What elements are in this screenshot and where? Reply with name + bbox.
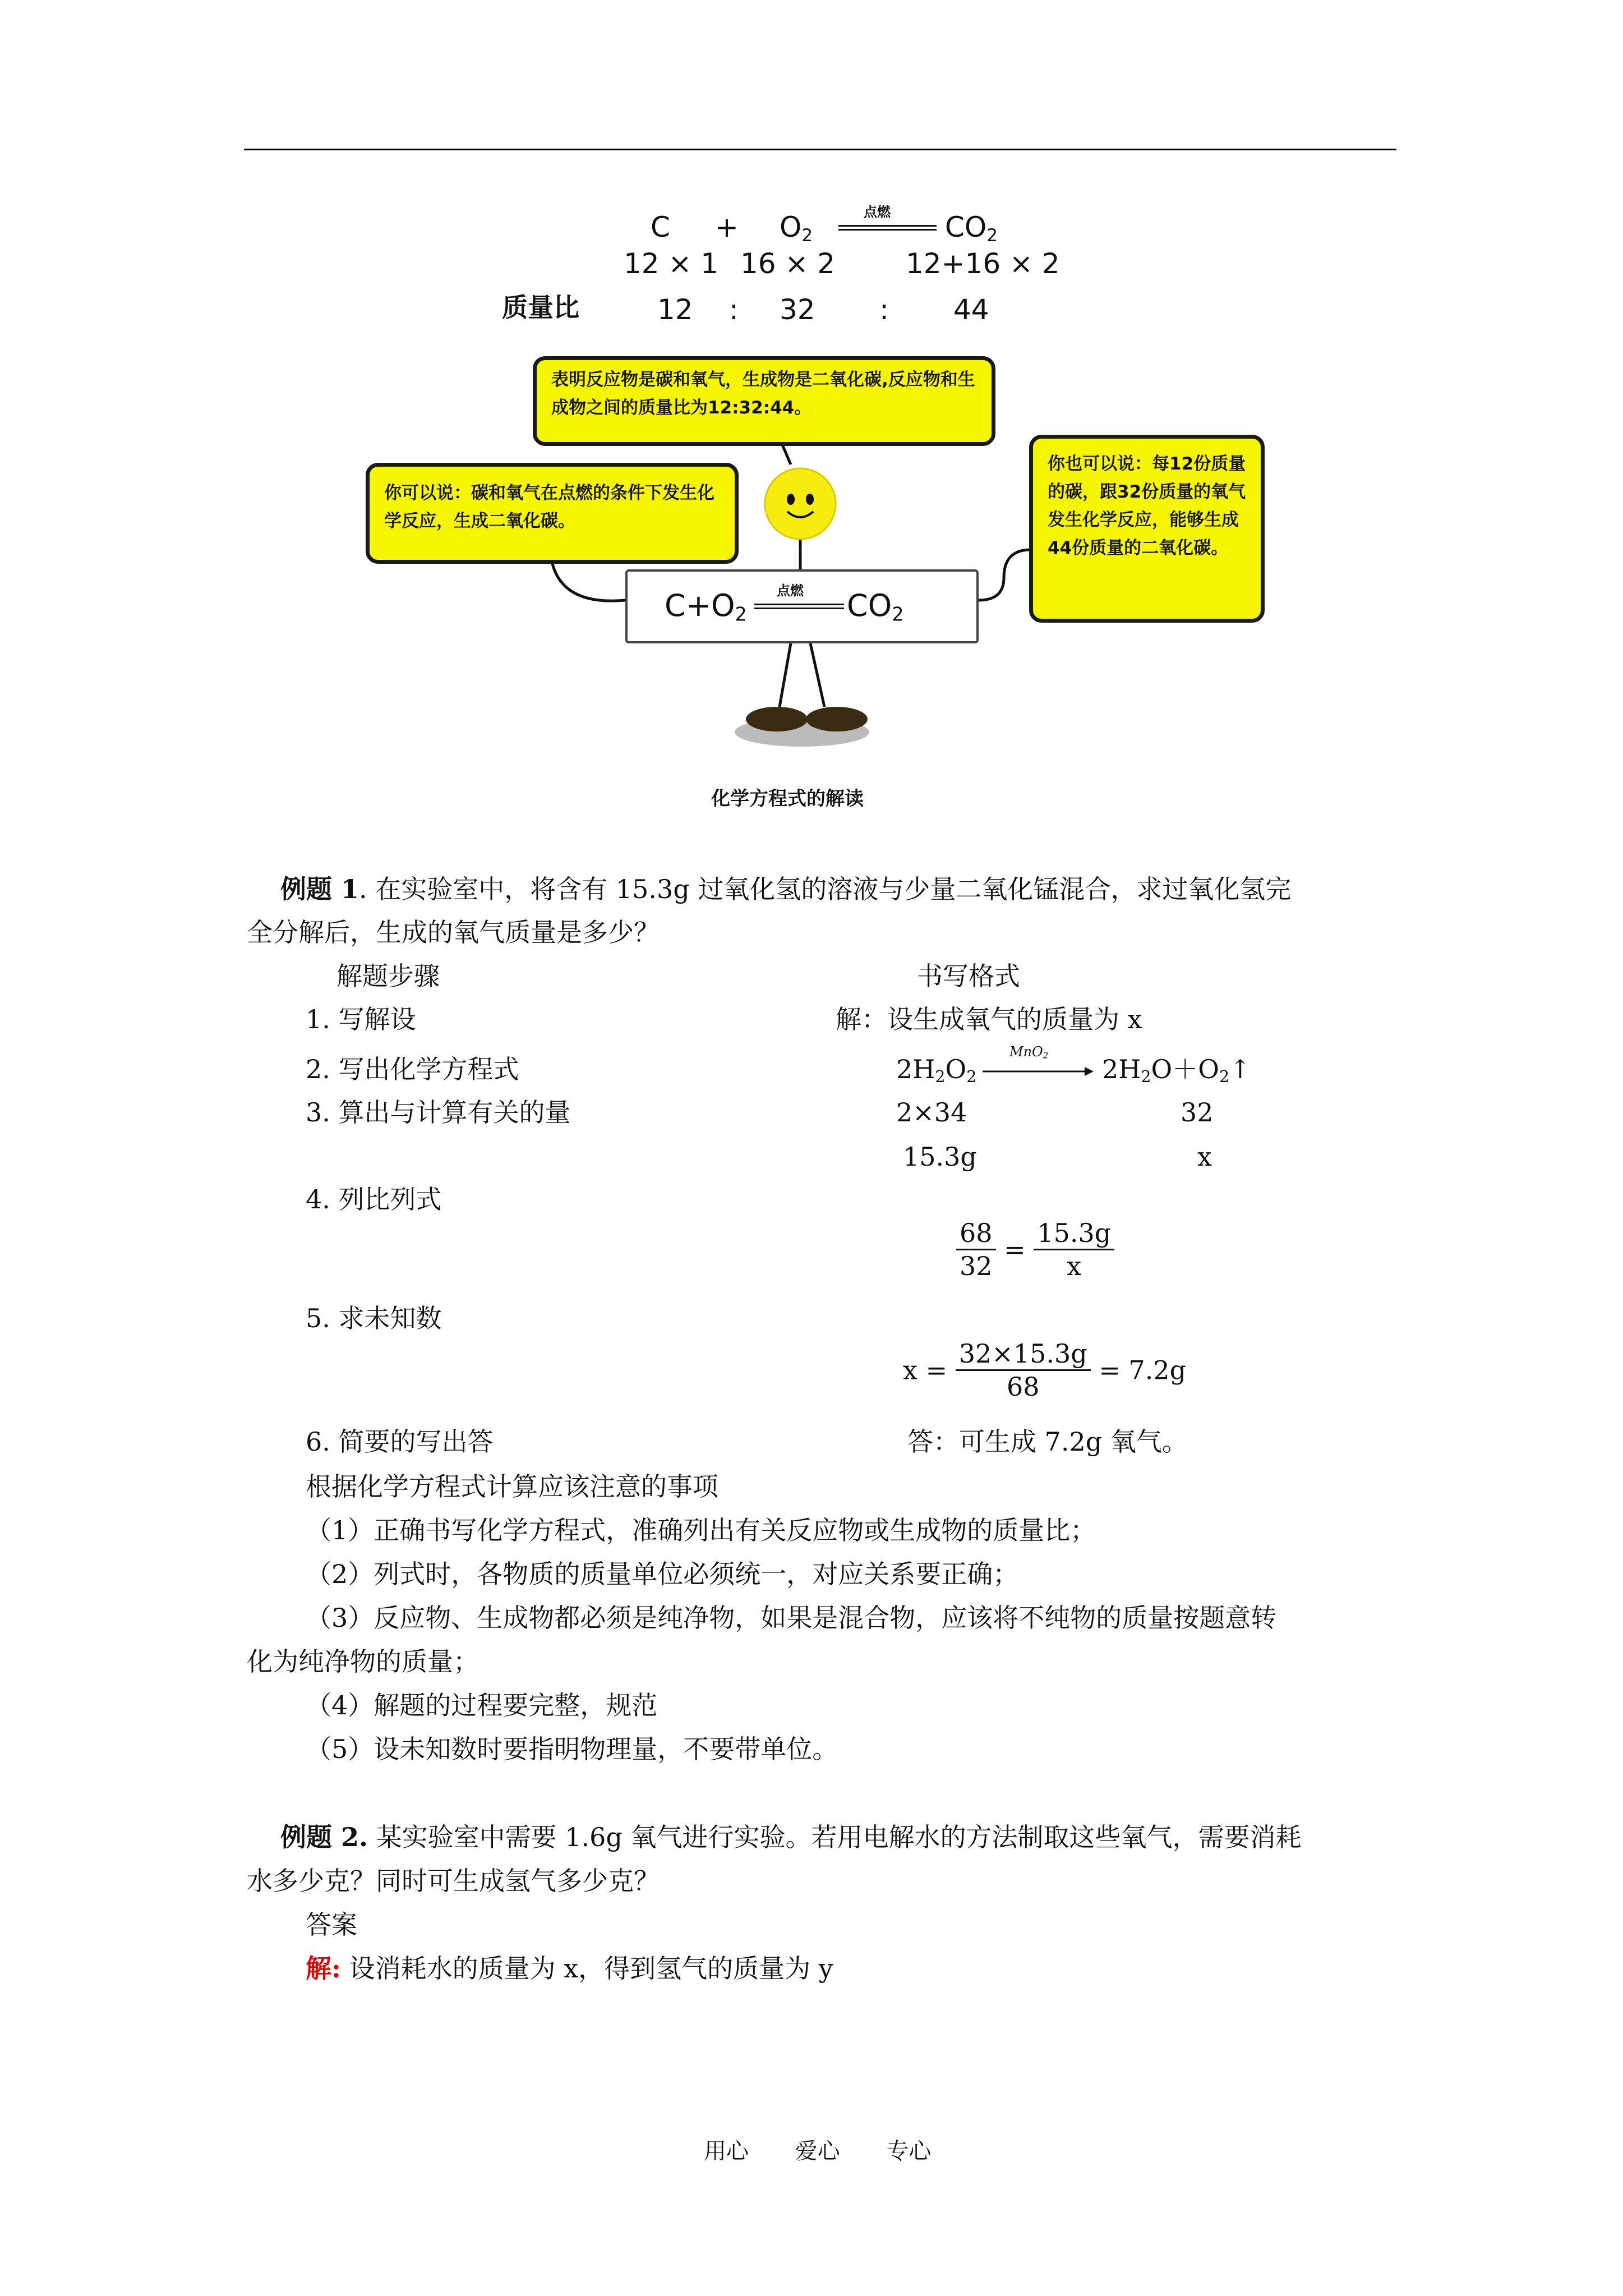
example2-text1: 某实验室中需要 1.6g 氧气进行实验。若用电解水的方法制取这些氧气，需要消耗 [368, 1822, 1302, 1852]
given-right: x [1197, 1142, 1212, 1172]
ratio-sep-1: : [729, 293, 739, 326]
step2: 2. 写出化学方程式 [306, 1054, 519, 1084]
footer-2: 爱心 [795, 2138, 840, 2164]
eq-plus: + [715, 211, 739, 243]
note-5: （5）设未知数时要指明物理量，不要带单位。 [306, 1734, 838, 1764]
bubble-top: 表明反应物是碳和氧气，生成物是二氧化碳,反应物和生成物之间的质量比为12:32:44。 [533, 356, 995, 446]
ratio-2: 32 [780, 293, 815, 326]
notes-heading: 根据化学方程式计算应该注意的事项 [306, 1471, 718, 1502]
example2-label: 例题 2. [280, 1822, 368, 1852]
note-1: （1）正确书写化学方程式，准确列出有关反应物或生成物的质量比； [306, 1515, 1096, 1545]
figure-caption: 化学方程式的解读 [711, 788, 864, 810]
mass-1: 12 × 1 [624, 247, 719, 280]
note-3a: （3）反应物、生成物都必须是纯净物，如果是混合物，应该将不纯物的质量按题意转 [306, 1603, 1277, 1633]
mascot-face [765, 468, 836, 539]
ratio-label: 质量比 [502, 292, 579, 323]
eq2-catalyst: MnO$_2$ [1009, 1044, 1049, 1061]
eq-reactant2: $O_2$ [780, 211, 813, 246]
step1: 1. 写解设 [306, 1004, 416, 1034]
mass-3: 12+16 × 2 [906, 247, 1060, 280]
eq2-right: $2H_2O+O_2↑$ [1102, 1054, 1251, 1087]
solution-text: 设消耗水的质量为 x，得到氢气的质量为 y [340, 1953, 833, 1984]
footer [704, 2137, 931, 2165]
right-shoe [806, 707, 868, 731]
example1-label: 例题 1 [280, 874, 359, 904]
note-3b: 化为纯净物的质量； [247, 1646, 479, 1677]
mass-right: 32 [1181, 1097, 1214, 1128]
example2-answer-label: 答案 [306, 1910, 357, 1940]
eq-reactant1: C [651, 211, 670, 243]
box-left: $C+O_2$ [665, 588, 747, 625]
box-condition: 点燃 [777, 583, 804, 599]
mass-left: 2×34 [896, 1097, 967, 1128]
step4: 4. 列比列式 [306, 1184, 442, 1214]
step3: 3. 算出与计算有关的量 [306, 1097, 571, 1128]
ratio-sep-2: : [879, 293, 889, 326]
eq2-arrow [983, 1065, 1095, 1078]
note-2: （2）列式时，各物质的质量单位必须统一，对应关系要正确； [306, 1559, 1019, 1589]
bubble-right: 你也可以说：每12份质量的碳，跟32份质量的氧气发生化学反应，能够生成44份质量的二氧化碳。 [1029, 435, 1265, 623]
footer-1: 用心 [704, 2138, 749, 2164]
mass-2: 16 × 2 [740, 247, 836, 280]
col-left-header: 解题步骤 [336, 961, 440, 991]
ratio-3: 44 [953, 293, 989, 326]
example1-line1 [280, 872, 1291, 906]
footer-3: 专心 [886, 2138, 932, 2164]
eq-condition: 点燃 [864, 204, 891, 220]
proportion: $\frac{68}{32}$ = $\frac{15.3g}{x}$ [956, 1217, 1114, 1282]
eq2-left: $2H_2O_2$ [896, 1054, 977, 1087]
figure [0, 0, 1623, 830]
ratio-1: 12 [657, 293, 693, 326]
box-right: $CO_2$ [847, 588, 904, 625]
solve-fraction: $\frac{32\times 15.3g}{68}$ [956, 1338, 1091, 1402]
solution-label: 解: [306, 1953, 341, 1984]
eq-product: $CO_2$ [945, 211, 998, 246]
fraction-right: $\frac{15.3g}{x}$ [1034, 1217, 1114, 1282]
col-right-header: 书写格式 [917, 961, 1020, 991]
given-left: 15.3g [903, 1142, 977, 1172]
example2-solution [306, 1952, 833, 1985]
step5: 5. 求未知数 [306, 1303, 442, 1333]
bubble-left: 你可以说：碳和氧气在点燃的条件下发生化学反应，生成二氧化碳。 [366, 463, 739, 564]
box-double-line [754, 604, 844, 609]
example1-text2: 全分解后，生成的氧气质量是多少？ [247, 917, 660, 947]
solve-line: x = $\frac{32\times 15.3g}{68}$ = 7.2g [903, 1338, 1187, 1402]
step1-right: 解：设生成氧气的质量为 x [836, 1004, 1142, 1034]
example1-text1: . 在实验室中，将含有 15.3g 过氧化氢的溶液与少量二氧化锰混合，求过氧化氢完 [359, 874, 1292, 904]
fraction-left: $\frac{68}{32}$ [956, 1217, 996, 1282]
note-4: （4）解题的过程要完整，规范 [306, 1690, 658, 1720]
answer1: 答：可生成 7.2g 氧气。 [907, 1427, 1188, 1457]
step6: 6. 简要的写出答 [306, 1427, 494, 1457]
example2-line1 [280, 1820, 1302, 1854]
example2-text2: 水多少克？同时可生成氢气多少克？ [247, 1866, 660, 1896]
left-shoe [746, 707, 808, 731]
